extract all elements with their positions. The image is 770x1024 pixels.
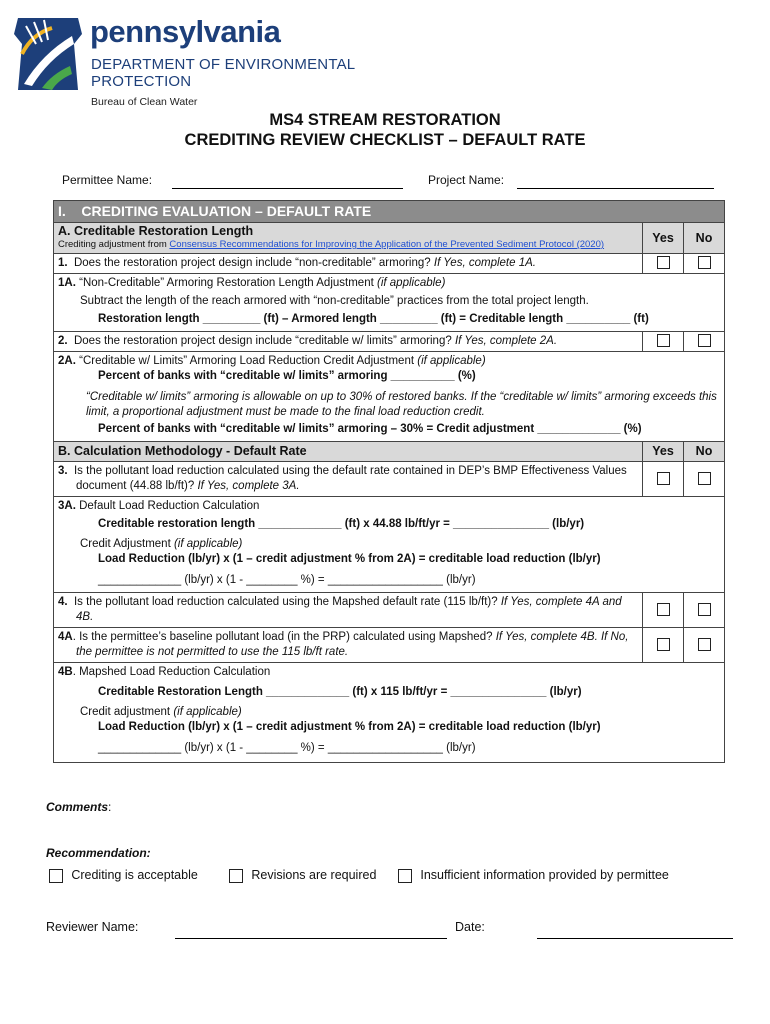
q-number: 4. [58,596,68,608]
option-revisions[interactable] [229,868,376,883]
question-1 [54,254,643,274]
q4-no-checkbox[interactable] [698,603,711,616]
yes-column-header-b: Yes [643,442,684,462]
q1a-formula: Restoration length _________ (ft) – Armored length _________ (ft) = Creditable length __________ (ft) [98,313,649,325]
question-3-row [54,462,725,497]
no-column-header-b: No [684,442,725,462]
no-column-header: No [684,223,725,254]
q-number: 2. [58,335,68,347]
question-2a-row [54,352,725,442]
q-number: 4A [58,631,73,643]
q3-no-checkbox[interactable] [698,472,711,485]
q-text: Is the pollutant load reduction calculated using the Mapshed default rate (115 lb/ft)? [73,596,498,608]
subsection-a-header [54,223,643,254]
section-title: CREDITING EVALUATION – DEFAULT RATE [81,203,372,219]
subsection-a-row [54,223,725,254]
q1-yes-cell [643,254,684,274]
q2a-note: “Creditable w/ limits” armoring is allowable on up to 30% of restored banks. If the “creditable w/ limits” armoring exceeds this limit, a proportional adjustment must be made to the final load reduction credit. [86,391,717,418]
comments-label-text: Comments [46,800,109,814]
q-number: 4B [58,666,73,678]
pa-keystone-logo [12,14,84,92]
question-4 [54,593,643,628]
q1-yes-checkbox[interactable] [657,256,670,269]
option-insufficient[interactable] [398,868,669,883]
q4a-no-checkbox[interactable] [698,638,711,651]
q-instruction: (if applicable) [377,277,446,289]
recommendation-label: Recommendation: [46,846,151,860]
q-text: Default Load Reduction Calculation [79,500,260,512]
q4b-credit-label: Credit adjustment [80,706,171,718]
comments-colon: : [108,800,112,814]
question-4a-row [54,628,725,663]
consensus-recommendations-link[interactable]: Consensus Recommendations for Improving the Application of the Prevented Sediment Protocol (2020) [169,239,605,250]
q-number: 3. [58,465,68,477]
q4a-no-cell [684,628,725,663]
logo-wordmark: pennsylvania [90,14,281,49]
yes-column-header: Yes [643,223,684,254]
permittee-name-field[interactable] [172,188,403,189]
question-4-row [54,593,725,628]
doc-title-line1: MS4 STREAM RESTORATION [269,111,501,129]
section-header [54,201,725,223]
crediting-checklist-table [53,200,725,763]
q3a-formula-reduction: Load Reduction (lb/yr) x (1 – credit adjustment % from 2A) = creditable load reduction (lb/yr) [98,553,601,565]
q-number: 3A. [58,500,76,512]
q3a-credit-instruction: (if applicable) [173,538,243,550]
q4b-credit-instruction: (if applicable) [173,706,242,718]
section-number: I. [58,203,66,219]
question-2a [54,352,725,442]
q-number: 2A. [58,355,76,367]
q2-no-checkbox[interactable] [698,334,711,347]
q-text: “Non-Creditable” Armoring Restoration Length Adjustment [79,277,374,289]
comments-label [46,800,111,814]
q3a-credit-label: Credit Adjustment [80,538,171,550]
q3-yes-cell [643,462,684,497]
date-field[interactable] [537,938,733,939]
question-2 [54,332,643,352]
q4a-yes-checkbox[interactable] [657,638,670,651]
option-acceptable[interactable] [49,868,198,883]
q-text: Does the restoration project design include “creditable w/ limits” armoring? [73,335,452,347]
q1-no-checkbox[interactable] [698,256,711,269]
q4b-formula-reduction: Load Reduction (lb/yr) x (1 – credit adjustment % from 2A) = creditable load reduction (lb/yr) [98,721,601,733]
q2a-percent-line: Percent of banks with “creditable w/ limits” armoring __________ (%) [98,370,476,382]
subsection-a-title: A. Creditable Restoration Length [58,224,254,238]
question-3a [54,497,725,593]
q-text: “Creditable w/ Limits” Armoring Load Reduction Credit Adjustment [79,355,415,367]
reviewer-name-field[interactable] [175,938,447,939]
q-number: 1. [58,257,68,269]
q-text: . Mapshed Load Reduction Calculation [72,666,271,678]
q3-no-cell [684,462,725,497]
q3a-formula-length: Creditable restoration length _____________ (ft) x 44.88 lb/ft/yr = _______________ (lb/yr) [98,518,585,530]
acceptable-label: Crediting is acceptable [71,868,198,882]
q-instruction: If Yes, complete 1A. [433,257,536,269]
revisions-checkbox[interactable] [229,869,243,883]
q-text: Is the pollutant load reduction calculated using the default rate contained in DEP’s BMP Effectiveness Values document (44.88 lb/ft)? [73,465,627,492]
q1-no-cell [684,254,725,274]
question-3 [54,462,643,497]
q3a-formula-fill: _____________ (lb/yr) x (1 - ________ %) = __________________ (lb/yr) [98,574,476,586]
q2-no-cell [684,332,725,352]
subsection-b-title: B. Calculation Methodology - Default Rate [54,442,643,462]
project-name-field[interactable] [517,188,714,189]
q2-yes-cell [643,332,684,352]
q-instruction: If Yes, complete 4B. If No, the permittee is not permitted to use the 115 lb/ft rate. [76,631,629,658]
q-text: Does the restoration project design include “non-creditable” armoring? [73,257,431,269]
q-instruction: (if applicable) [417,355,486,367]
q2a-formula: Percent of banks with “creditable w/ limits” armoring – 30% = Credit adjustment _____________ (%) [98,423,642,435]
question-1a-row [54,274,725,332]
q-instruction: If Yes, complete 3A. [197,480,300,492]
question-3a-row [54,497,725,593]
question-4b [54,663,725,763]
q4-no-cell [684,593,725,628]
question-4b-row [54,663,725,763]
permittee-name-label: Permittee Name: [62,173,153,187]
note-prefix: Crediting adjustment from [58,239,170,250]
insufficient-checkbox[interactable] [398,869,412,883]
project-name-label: Project Name: [428,173,505,187]
acceptable-checkbox[interactable] [49,869,63,883]
question-1-row [54,254,725,274]
date-label: Date: [455,920,485,934]
section-header-row [54,201,725,223]
q-instruction: If Yes, complete 2A. [454,335,558,347]
q4-yes-cell [643,593,684,628]
q-number: 1A. [58,277,76,289]
doc-title-line2: CREDITING REVIEW CHECKLIST – DEFAULT RATE [184,131,586,149]
q-text: . Is the permittee’s baseline pollutant load (in the PRP) calculated using Mapshed? [72,631,493,643]
dept-name-line1: DEPARTMENT OF ENVIRONMENTAL [91,56,356,73]
q4b-formula-length: Creditable Restoration Length _____________ (ft) x 115 lb/ft/yr = _______________ (lb/yr) [98,686,582,698]
subsection-a-note [58,238,638,251]
q3-yes-checkbox[interactable] [657,472,670,485]
q2-yes-checkbox[interactable] [657,334,670,347]
q4a-yes-cell [643,628,684,663]
reviewer-name-label: Reviewer Name: [46,920,139,934]
insufficient-label: Insufficient information provided by permittee [420,868,669,882]
subsection-b-row [54,442,725,462]
q1a-instruction-line: Subtract the length of the reach armored with “non-creditable” practices from the total project length. [80,295,589,307]
question-4a [54,628,643,663]
q4b-formula-fill: _____________ (lb/yr) x (1 - ________ %) = __________________ (lb/yr) [98,742,476,754]
q4-yes-checkbox[interactable] [657,603,670,616]
revisions-label: Revisions are required [251,868,377,882]
question-1a [54,274,725,332]
q-instruction: If Yes, complete 4A and 4B. [76,596,622,623]
dept-name-line2: PROTECTION [91,73,192,90]
question-2-row [54,332,725,352]
bureau-name: Bureau of Clean Water [91,96,198,108]
